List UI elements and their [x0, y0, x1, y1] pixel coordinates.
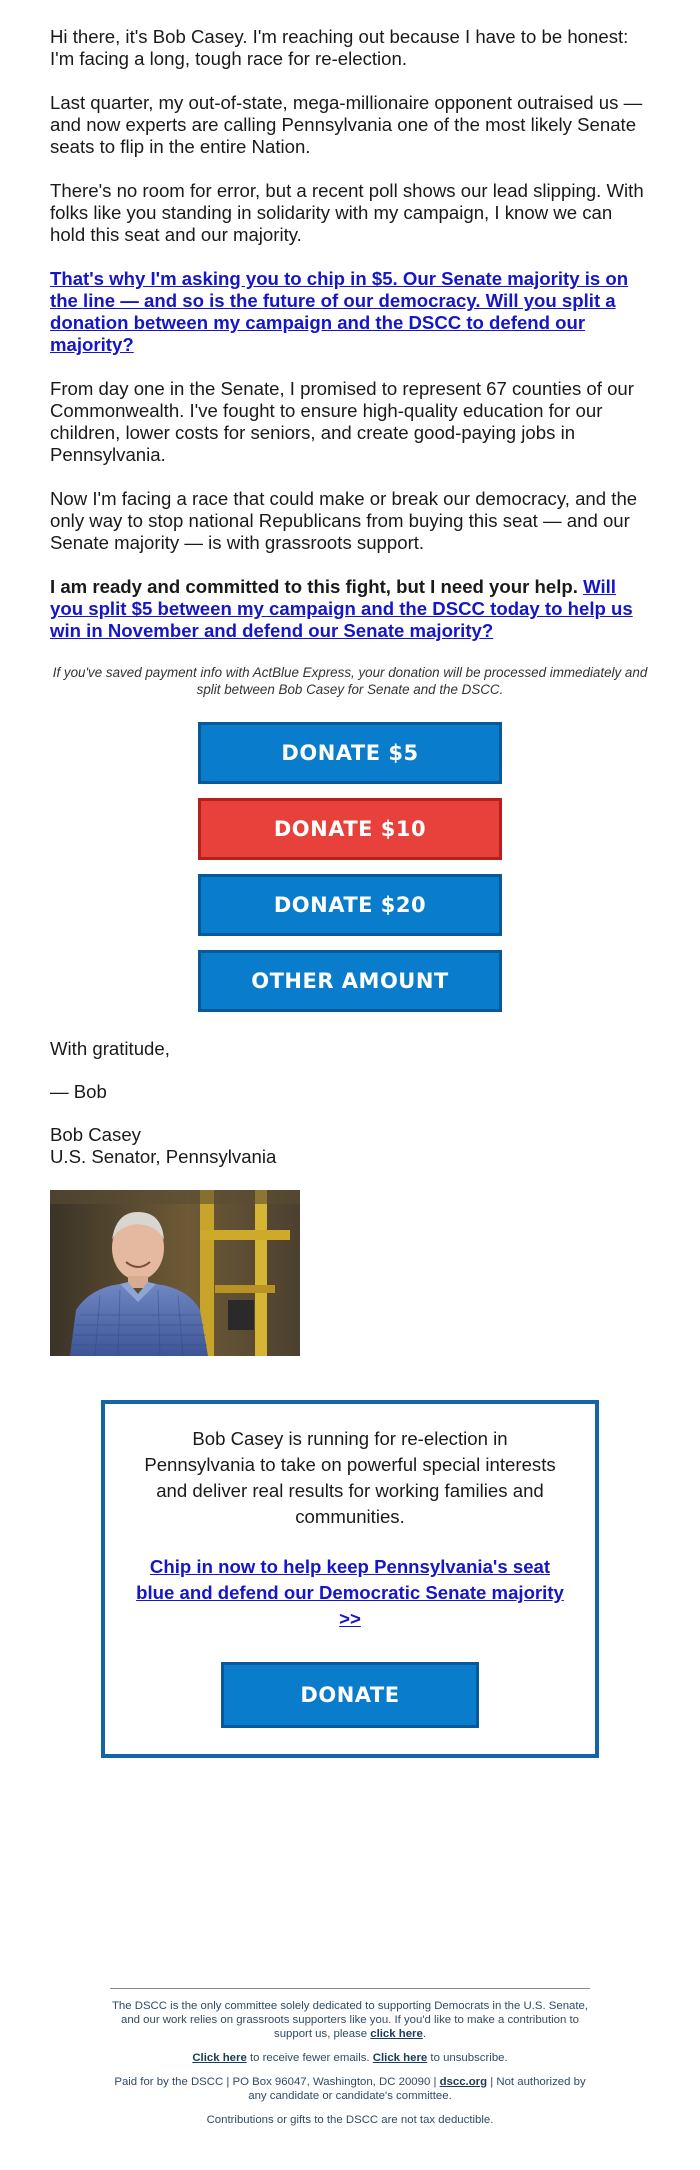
dscc-about: The DSCC is the only committee solely dedicated to supporting Democrats in the U.S. Senate, and our work relies on grassroots supporters like you. If you'd like to make a contribution to support us, please click here. [111, 2000, 589, 2040]
chip-in-link[interactable]: That's why I'm asking you to chip in $5. Our Senate majority is on the line — and so is the future of our democracy. Will you split a donation between my campaign and the DSCC to defend our majority? [50, 268, 629, 355]
callout-text: Bob Casey is running for re-election in Pennsylvania to take on powerful special interests and deliver real results for working families and communities. [144, 1428, 556, 1527]
signoff [50, 1038, 650, 1168]
donate-10-button[interactable]: DONATE $10 [198, 798, 502, 860]
email-preferences [110, 2051, 590, 2065]
donate-other-amount-button[interactable]: OTHER AMOUNT [198, 950, 502, 1012]
donate-20-button[interactable]: DONATE $20 [198, 874, 502, 936]
reelection-callout-box [101, 1400, 599, 1758]
actblue-disclaimer: If you've saved payment info with ActBlue Express, your donation will be processed immediately and split between Bob Casey for Senate and the DSCC. [52, 665, 648, 697]
fewer-emails-link[interactable]: Click here [192, 2052, 247, 2064]
unsubscribe-link[interactable]: Click here [372, 2052, 428, 2064]
letter-paragraph-2: Last quarter, my out-of-state, mega-millionaire opponent outraised us — and now experts are calling Pennsylvania one of the most likely Senate seats to flip in the entire Nation. [50, 92, 643, 157]
letter-paragraph-4 [50, 268, 650, 356]
dscc-about-text: The DSCC is the only committee solely dedicated to supporting Democrats in the U.S. Senate, and our work relies on grassroots supporters like you. If you'd like to make a contribution to support us, please [111, 2000, 589, 2040]
signature-name: — Bob [50, 1081, 107, 1102]
donate-button-group [50, 722, 650, 1026]
legal-footer [110, 1988, 590, 2137]
keep-seat-blue-link[interactable]: Chip in now to help keep Pennsylvania's seat blue and defend our Democratic Senate majority >> [136, 1556, 564, 1629]
tax-notice: Contributions or gifts to the DSCC are not tax deductible. [206, 2114, 494, 2126]
paid-for-notice [110, 2075, 590, 2103]
senator-photo [50, 1190, 300, 1356]
letter-paragraph-3: There's no room for error, but a recent poll shows our lead slipping. With folks like you standing in solidarity with my campaign, I know we can hold this seat and our majority. [50, 180, 644, 245]
dscc-site-link[interactable]: dscc.org [439, 2076, 488, 2088]
letter-paragraph-5: From day one in the Senate, I promised to represent 67 counties of our Commonwealth. I've fought to ensure high-quality education for our children, lower costs for seniors, and create good-paying jobs in Pennsylvania. [50, 378, 634, 465]
letter-paragraph-1: Hi there, it's Bob Casey. I'm reaching out because I have to be honest: I'm facing a long, tough race for re-election. [50, 26, 629, 69]
letter-paragraph-6: Now I'm facing a race that could make or break our democracy, and the only way to stop national Republicans from buying this seat — and our Senate majority — is with grassroots support. [50, 488, 638, 553]
gratitude-text: With gratitude, [50, 1038, 170, 1059]
committed-text: I am ready and committed to this fight, but I need your help. [50, 576, 578, 597]
contribute-click-here-link[interactable]: click here [370, 2028, 423, 2040]
donate-5-button[interactable]: DONATE $5 [198, 722, 502, 784]
not-authorized-text: | Not authorized by any candidate or candidate's committee. [248, 2076, 586, 2102]
senator-photo-illustration [50, 1190, 300, 1356]
fewer-emails-text: to receive fewer emails. [249, 2052, 370, 2064]
paid-for-text: Paid for by the DSCC | PO Box 96047, Washington, DC 20090 | [114, 2076, 437, 2088]
split-donation-link[interactable]: Will you split $5 between my campaign and the DSCC today to help us win in November and defend our Senate majority? [50, 576, 633, 641]
letter-paragraph-7 [50, 576, 650, 642]
unsubscribe-text: to unsubscribe. [430, 2052, 508, 2064]
sender-name: Bob Casey [50, 1124, 141, 1145]
callout-donate-button[interactable]: DONATE [221, 1662, 479, 1728]
sender-title: U.S. Senator, Pennsylvania [50, 1146, 277, 1167]
